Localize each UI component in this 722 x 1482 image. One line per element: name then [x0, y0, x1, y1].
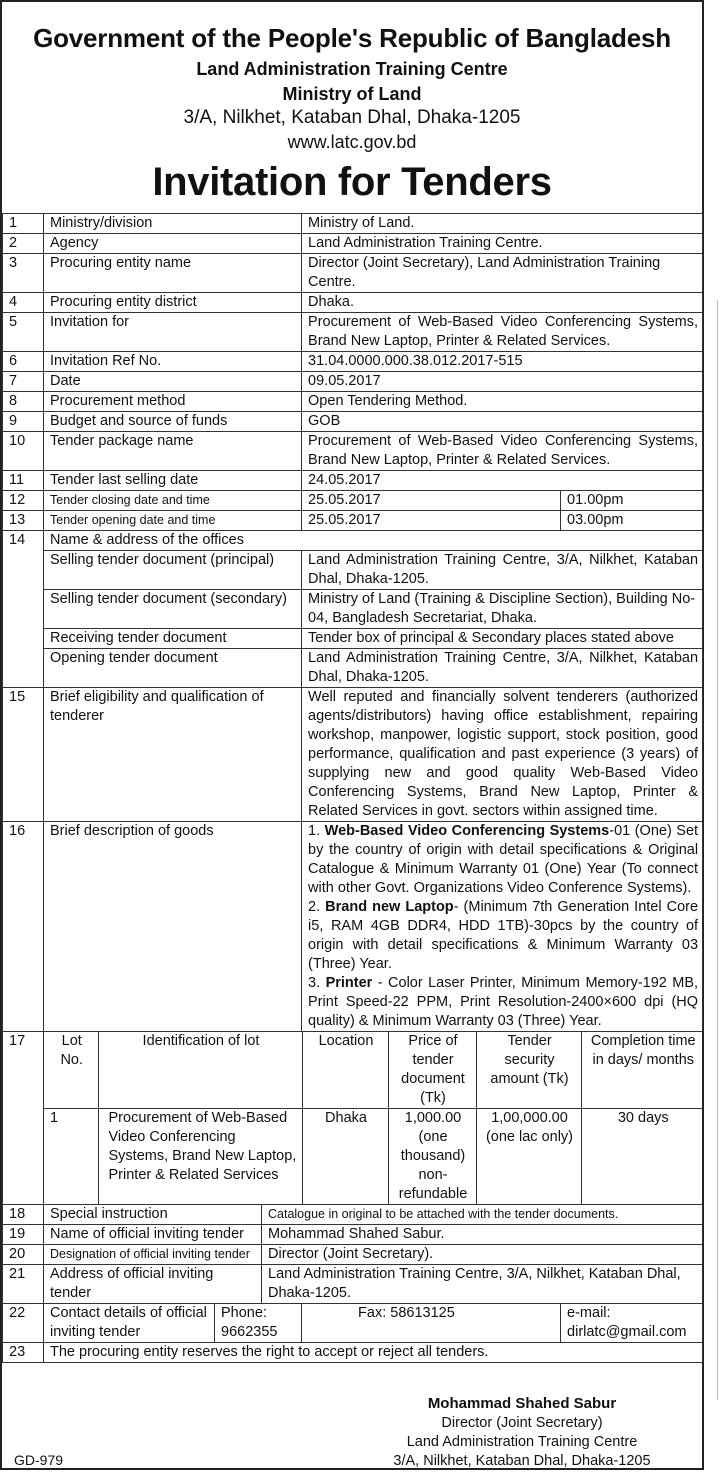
- table-row: [3, 490, 703, 510]
- row-label: Invitation Ref No.: [44, 351, 302, 371]
- eligibility-text: Well reputed and financially solvent tenderers (authorized agents/distributors) having office establishment, repairing workshop, manpower, logistic support, stock position, good performance, qualification and past experience (3 years) of supplying new and good quality Web-Based Video Conferencing Systems, Brand New Laptop, Printer & Related Services in govt. sectors within assigned time.: [302, 687, 703, 821]
- row-value: GOB: [302, 411, 703, 431]
- row-value: The procuring entity reserves the right to accept or reject all tenders.: [44, 1342, 703, 1362]
- row-number: 23: [3, 1342, 44, 1362]
- row-number: 19: [3, 1224, 44, 1244]
- row-value: Mohammad Shahed Sabur.: [262, 1224, 703, 1244]
- opening-date: 25.05.2017: [302, 510, 561, 530]
- table-row: [3, 1031, 703, 1204]
- lot-table-cell: [44, 1031, 703, 1204]
- signatory-name: Mohammad Shahed Sabur: [427, 1395, 617, 1412]
- row-label: Name & address of the offices: [44, 530, 703, 550]
- row-number: 6: [3, 351, 44, 371]
- lot-header-row: [44, 1032, 703, 1109]
- row-number: 21: [3, 1264, 44, 1303]
- row-number: 4: [3, 292, 44, 312]
- table-row: [3, 233, 703, 253]
- row-number: 3: [3, 253, 44, 292]
- lot-identification: Procurement of Web-Based Video Conferencing Systems, Brand New Laptop, Printer & Related Services: [98, 1108, 302, 1204]
- row-number: 7: [3, 371, 44, 391]
- office-value: Land Administration Training Centre, 3/A, Nilkhet, Kataban Dhal, Dhaka-1205.: [302, 648, 703, 687]
- table-row: [3, 411, 703, 431]
- table-row: [3, 1244, 703, 1264]
- row-number: 22: [3, 1303, 44, 1342]
- row-number: 14: [3, 530, 44, 687]
- goods-detail: -01 (One) Set by the country of origin with detail specifications & Original Catalogue & Minimum Warranty 01 (One) Year (To connect with other Govt. Organizations Video Conference Systems).: [308, 822, 699, 896]
- office-label: Receiving tender document: [44, 628, 302, 648]
- signatory-org: Land Administration Training Centre: [406, 1434, 638, 1450]
- table-row: [3, 821, 703, 1031]
- lot-row: [44, 1108, 703, 1204]
- row-label: Special instruction: [44, 1204, 262, 1224]
- row-label: Agency: [44, 233, 302, 253]
- row-label: Tender package name: [44, 431, 302, 470]
- contact-phone: Phone: 9662355: [215, 1303, 302, 1342]
- page-title: Invitation for Tenders: [152, 159, 552, 204]
- row-label: Brief eligibility and qualification of tenderer: [44, 687, 302, 821]
- lot-number: 1: [44, 1108, 98, 1204]
- row-label: Name of official inviting tender: [44, 1224, 262, 1244]
- notice-date: 09.05.2017: [302, 371, 703, 391]
- row-number: 5: [3, 312, 44, 351]
- website-link[interactable]: www.latc.gov.bd: [287, 132, 417, 153]
- edge-rule: [717, 300, 718, 1400]
- closing-time: 01.00pm: [561, 490, 703, 510]
- contact-email[interactable]: e-mail: dirlatc@gmail.com: [561, 1303, 703, 1342]
- signature-block: [352, 1394, 692, 1471]
- row-number: 13: [3, 510, 44, 530]
- goods-number: 1.: [308, 822, 325, 839]
- address-line: 3/A, Nilkhet, Kataban Dhal, Dhaka-1205: [183, 107, 521, 129]
- table-row: [3, 1303, 703, 1342]
- table-row: [3, 648, 703, 687]
- row-value: Ministry of Land.: [302, 213, 703, 233]
- row-number: 8: [3, 391, 44, 411]
- table-row: [3, 589, 703, 628]
- government-title: Government of the People's Republic of Bangladesh: [33, 23, 671, 53]
- table-row: [3, 213, 703, 233]
- row-label: Budget and source of funds: [44, 411, 302, 431]
- row-value: Procurement of Web-Based Video Conferencing Systems, Brand New Laptop, Printer & Related Services.: [302, 431, 703, 470]
- table-row: [3, 391, 703, 411]
- row-number: 10: [3, 431, 44, 470]
- row-value: Open Tendering Method.: [302, 391, 703, 411]
- row-value: 24.05.2017: [302, 470, 703, 490]
- row-label: Tender closing date and time: [44, 490, 302, 510]
- row-number: 11: [3, 470, 44, 490]
- goods-name: Brand new Laptop: [325, 898, 454, 915]
- row-number: 17: [3, 1031, 44, 1204]
- goods-item: [308, 822, 698, 898]
- office-label: Selling tender document (principal): [44, 550, 302, 589]
- table-row: [3, 431, 703, 470]
- goods-number: 2.: [308, 898, 326, 915]
- table-row: [3, 687, 703, 821]
- row-label: Invitation for: [44, 312, 302, 351]
- row-value: Land Administration Training Centre, 3/A, Nilkhet, Kataban Dhal, Dhaka-1205.: [262, 1264, 703, 1303]
- closing-date: 25.05.2017: [302, 490, 561, 510]
- row-label: Tender last selling date: [44, 470, 302, 490]
- goods-name: Printer: [325, 974, 373, 991]
- table-row: [3, 628, 703, 648]
- ministry-name: Ministry of Land: [282, 83, 422, 104]
- lot-table: [44, 1032, 703, 1204]
- goods-item: [308, 974, 698, 1031]
- lot-location: Dhaka: [302, 1108, 388, 1204]
- lot-header-completion: Completion time in days/ months: [581, 1032, 703, 1109]
- table-row: [3, 1204, 703, 1224]
- row-value: Director (Joint Secretary).: [262, 1244, 703, 1264]
- notice-header: [2, 2, 702, 205]
- centre-name: Land Administration Training Centre: [196, 58, 508, 79]
- contact-fax: Fax: 58613125: [302, 1303, 561, 1342]
- lot-header-ident: Identification of lot: [98, 1032, 302, 1109]
- row-label: Address of official inviting tender: [44, 1264, 262, 1303]
- table-row: [3, 1224, 703, 1244]
- lot-price: 1,000.00 (one thousand) non-refundable: [388, 1108, 476, 1204]
- lot-security: 1,00,000.00 (one lac only): [476, 1108, 581, 1204]
- table-row: [3, 312, 703, 351]
- table-row: [3, 510, 703, 530]
- row-number: 16: [3, 821, 44, 1031]
- row-label: Brief description of goods: [44, 821, 302, 1031]
- goods-detail: - (Minimum 7th Generation Intel Core i5, RAM 4GB DDR4, HDD 1TB)-30pcs by the country of origin with detail specifications & Minimum Warranty 03 (Three) Year.: [308, 898, 699, 972]
- row-number: 2: [3, 233, 44, 253]
- row-label: Date: [44, 371, 302, 391]
- row-number: 1: [3, 213, 44, 233]
- table-row: [3, 550, 703, 589]
- goods-detail: - Color Laser Printer, Minimum Memory-192 MB, Print Speed-22 PPM, Print Resolution-2400×600 dpi (HQ quality) & Minimum Warranty 03 (Three) Year.: [308, 974, 699, 1029]
- row-number: 18: [3, 1204, 44, 1224]
- row-label: Procuring entity name: [44, 253, 302, 292]
- row-label: Designation of official inviting tender: [44, 1244, 262, 1264]
- goods-item: [308, 898, 698, 974]
- row-label: Procurement method: [44, 391, 302, 411]
- row-value: Director (Joint Secretary), Land Administration Training Centre.: [302, 253, 703, 292]
- table-row: [3, 530, 703, 550]
- table-row: [3, 253, 703, 292]
- opening-time: 03.00pm: [561, 510, 703, 530]
- table-row: [3, 470, 703, 490]
- lot-header-security: Tender security amount (Tk): [476, 1032, 581, 1109]
- signatory-address: 3/A, Nilkhet, Kataban Dhal, Dhaka-1205: [393, 1453, 651, 1469]
- row-label: Procuring entity district: [44, 292, 302, 312]
- lot-header-lot: Lot No.: [44, 1032, 98, 1109]
- table-row: [3, 1264, 703, 1303]
- row-value: Dhaka.: [302, 292, 703, 312]
- row-number: 9: [3, 411, 44, 431]
- row-value: Catalogue in original to be attached with the tender documents.: [262, 1204, 703, 1224]
- table-row: [3, 1342, 703, 1362]
- lot-header-price: Price of tender document (Tk): [388, 1032, 476, 1109]
- row-value: Procurement of Web-Based Video Conferencing Systems, Brand New Laptop, Printer & Related Services.: [302, 312, 703, 351]
- row-number: 12: [3, 490, 44, 510]
- office-label: Opening tender document: [44, 648, 302, 687]
- gd-code: GD-979: [14, 1452, 64, 1468]
- goods-name: Web-Based Video Conferencing Systems: [324, 822, 610, 839]
- row-number: 15: [3, 687, 44, 821]
- office-label: Selling tender document (secondary): [44, 589, 302, 628]
- row-label: Contact details of official inviting tender: [44, 1303, 215, 1342]
- row-value: Land Administration Training Centre.: [302, 233, 703, 253]
- table-row: [3, 292, 703, 312]
- row-label: Tender opening date and time: [44, 510, 302, 530]
- signatory-designation: Director (Joint Secretary): [441, 1415, 603, 1431]
- office-value: Land Administration Training Centre, 3/A, Nilkhet, Kataban Dhal, Dhaka-1205.: [302, 550, 703, 589]
- invitation-ref: 31.04.0000.000.38.012.2017-515: [302, 351, 703, 371]
- lot-completion: 30 days: [581, 1108, 703, 1204]
- table-row: [3, 371, 703, 391]
- lot-header-location: Location: [302, 1032, 388, 1109]
- goods-description: [302, 821, 703, 1031]
- office-value: Ministry of Land (Training & Discipline Section), Building No-04, Bangladesh Secretariat, Dhaka.: [302, 589, 703, 628]
- table-row: [3, 351, 703, 371]
- goods-number: 3.: [308, 974, 326, 991]
- office-value: Tender box of principal & Secondary places stated above: [302, 628, 703, 648]
- row-number: 20: [3, 1244, 44, 1264]
- tender-table: [2, 213, 703, 1363]
- row-label: Ministry/division: [44, 213, 302, 233]
